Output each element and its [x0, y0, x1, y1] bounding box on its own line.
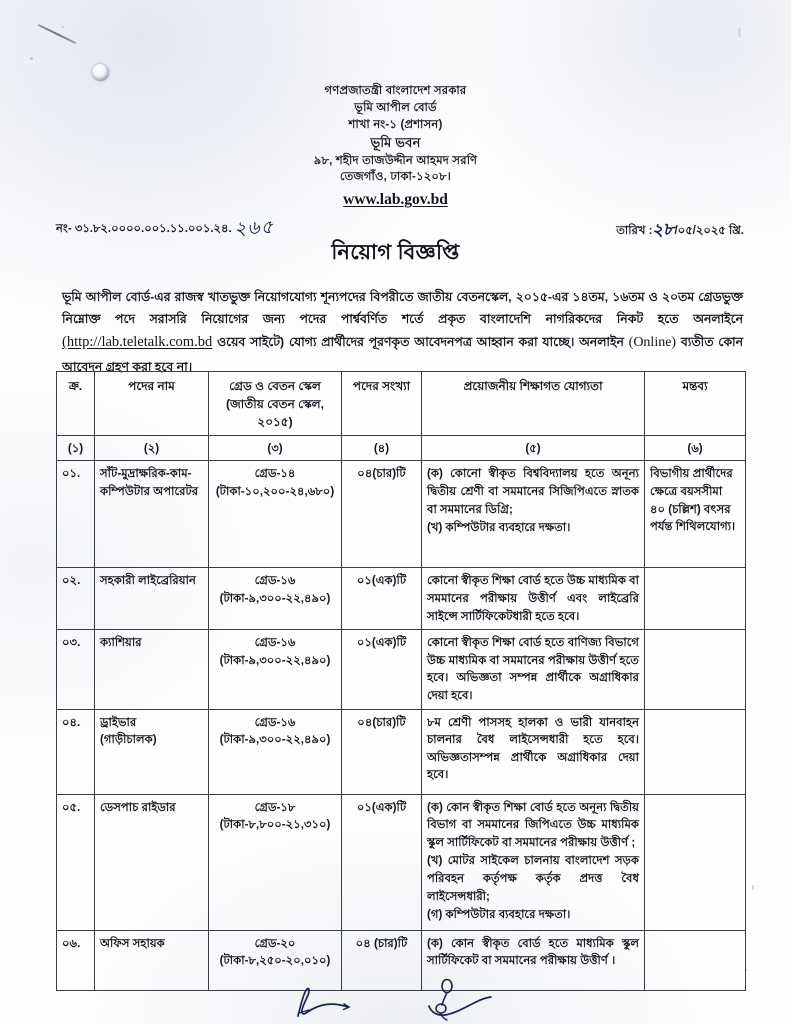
colnum-1: (১) — [57, 435, 95, 461]
cell-remarks — [645, 794, 746, 930]
th-grade-line-3: ২০১৫) — [257, 415, 293, 430]
punch-hole-artifact — [92, 64, 109, 81]
th-serial: ক্র. — [57, 372, 95, 436]
letterhead-line-branch: শাখা নং-১ (প্রশাসন) — [348, 118, 443, 131]
cell-post-name: ডেসপাচ রাইডার — [95, 794, 209, 930]
cell-vacancies: ০৪(চার)টি — [342, 461, 422, 568]
cell-vacancies: ০১(এক)টি — [342, 568, 422, 630]
cell-grade: গ্রেড-১৪ — [254, 467, 296, 481]
cell-post-name: সহকারী লাইব্রেরিয়ান — [95, 568, 209, 630]
cell-serial: ০১. — [57, 461, 95, 568]
cell-qualifications — [422, 630, 645, 709]
letterhead-line-city: তেজগাঁও, ঢাকা-১২০৮। — [339, 171, 452, 184]
letterhead-line-board: ভূমি আপীল বোর্ড — [354, 101, 437, 114]
cell-remarks: বিভাগীয় প্রার্থীদের ক্ষেত্রে বয়সসীমা ৪০ (চল্লিশ) বৎসর পর্যন্ত শিথিলযোগ্য। — [645, 461, 746, 568]
cell-post-name: সাঁট-মুদ্রাক্ষরিক-কাম-কম্পিউটার অপারেটর — [95, 461, 209, 568]
table-row — [57, 568, 746, 630]
cell-qualifications — [422, 568, 645, 630]
cell-grade-pay — [209, 630, 342, 709]
th-grade-line-2: (জাতীয় বেতন স্কেল, — [226, 397, 324, 412]
cell-post-name: অফিস সহায়ক — [95, 930, 209, 990]
cell-vacancies: ০১(এক)টি — [342, 794, 422, 930]
qualification-item: (ক) কোন স্বীকৃত শিক্ষা বোর্ড হতে অনূন্য দ্বিতীয় বিভাগ বা সমমানের জিপিএতে উচ্চ মাধ্যমিক স্কুল সার্টিফিকেট বা সমমানের পরীক্ষায় উত্তীর্ণ ; — [427, 800, 639, 849]
table-header-row — [57, 372, 746, 436]
qualification-item: (খ) কম্পিউটার ব্যবহারে দক্ষতা। — [427, 521, 571, 535]
application-url[interactable]: (http://lab.teletalk.com.bd — [62, 334, 213, 351]
cell-qualifications — [422, 794, 645, 930]
cell-pay-scale: (টাকা-৯,৩০০-২২,৪৯০) — [219, 653, 331, 667]
signature-left — [288, 986, 352, 1020]
cell-vacancies: ০১(এক)টি — [342, 630, 422, 709]
cell-pay-scale: (টাকা-৯,৩০০-২২,৪৯০) — [219, 733, 331, 747]
th-qualifications: প্রয়োজনীয় শিক্ষাগত যোগ্যতা — [422, 372, 645, 436]
table-row — [57, 930, 746, 990]
qualification-item: কোনো স্বীকৃত শিক্ষা বোর্ড হতে উচ্চ মাধ্যমিক বা সমমানের পরীক্ষায় উত্তীর্ণ এবং লাইব্রেরি সাইন্সে সার্টিফিকেটধারী হতে হবে। — [427, 574, 639, 623]
dust-speck — [62, 26, 64, 28]
page-title: নিয়োগ বিজ্ঞপ্তি — [331, 241, 460, 264]
cell-vacancies: ০৪ (চার)টি — [342, 930, 422, 990]
cell-post-name: ক্যাশিয়ার — [95, 630, 209, 709]
vacancy-table — [56, 371, 746, 991]
cell-qualifications — [422, 709, 645, 794]
dust-speck — [30, 57, 33, 60]
cell-grade: গ্রেড-১৮ — [254, 800, 296, 814]
cell-serial: ০২. — [57, 568, 95, 630]
cell-grade: গ্রেড-১৬ — [254, 574, 296, 588]
cell-pay-scale: (টাকা-৮,৮০০-২১,৩১০) — [219, 818, 331, 832]
cell-vacancies: ০৪(চার)টি — [342, 709, 422, 794]
intro-part-1: ভূমি আপীল বোর্ড-এর রাজস্ব খাতভুক্ত নিয়োগযোগ্য শূন্যপদের বিপরীতে জাতীয় বেতনস্কেল, ২০১৫-এর ১৪তম, ১৬তম ও ২০তম গ্রেডভুক্ত নিম্নোক্ত পদে সরাসরি নিয়োগের জন্য পদের পার্শ্ববর্ণিত শর্তে প্রকৃত বাংলাদেশি নাগরিকদের নিকট হতে অনলাইনে — [62, 290, 743, 327]
cell-remarks — [645, 568, 746, 630]
memo-date-rest: /০৫/২০২৫ খ্রি. — [674, 225, 744, 237]
table-row — [57, 630, 746, 709]
cell-grade: গ্রেড-১৬ — [254, 715, 296, 729]
cell-post-name-line-2: (গাড়ীচালক) — [100, 733, 157, 747]
cell-serial: ০৬. — [57, 930, 95, 990]
cell-grade-pay — [209, 794, 342, 930]
letterhead — [0, 84, 791, 211]
cell-pay-scale: (টাকা-৯,৩০০-২২,৪৯০) — [219, 591, 331, 605]
colnum-4: (৪) — [342, 435, 422, 461]
colnum-2: (২) — [95, 435, 209, 461]
qualification-item: (ক) কোন স্বীকৃত বোর্ড হতে মাধ্যমিক স্কুল সার্টিফিকেট বা সমমানের পরীক্ষায় উত্তীর্ণ । — [427, 936, 639, 968]
cell-serial: ০৫. — [57, 794, 95, 930]
qualification-item: ৮ম শ্রেণী পাসসহ হালকা ও ভারী যানবাহন চালনার বৈধ লাইসেন্সধারী হতে হবে। অভিজ্ঞতাসম্পন্ন প্রার্থীকে অগ্রাধিকার দেয়া হবে। — [427, 715, 639, 782]
th-remarks: মন্তব্য — [645, 372, 746, 436]
cell-post-name — [95, 709, 209, 794]
cell-remarks — [645, 630, 746, 709]
memo-reference-handwritten: ২৬৫ — [233, 217, 275, 240]
dust-speck — [752, 885, 754, 890]
colnum-3: (৩) — [209, 435, 342, 461]
memo-date-label: তারিখ : — [616, 225, 653, 237]
table-column-number-row — [57, 435, 746, 461]
cell-grade-pay — [209, 568, 342, 630]
cell-grade: গ্রেড-২০ — [254, 936, 296, 950]
cell-grade-pay — [209, 930, 342, 990]
th-grade-line-1: গ্রেড ও বেতন স্কেল — [229, 379, 321, 393]
colnum-6: (৬) — [645, 435, 746, 461]
intro-paragraph — [62, 286, 743, 378]
intro-part-3: ব্যতীত কোন আবেদন গ্রহণ করা হবে না। — [62, 335, 743, 375]
cell-pay-scale: (টাকা-১০,২০০-২৪,৬৮০) — [215, 484, 335, 498]
memo-date-handwritten-day: ২৮ — [651, 219, 675, 240]
cell-serial: ০৩. — [57, 630, 95, 709]
qualification-item: (গ) কম্পিউটার ব্যবহারে দক্ষতা। — [427, 908, 571, 922]
dust-speck — [738, 28, 741, 37]
table-row — [57, 461, 746, 568]
cell-grade: গ্রেড-১৬ — [254, 636, 296, 650]
website-link[interactable]: www.lab.gov.bd — [343, 191, 448, 209]
letterhead-line-government: গণপ্রজাতন্ত্রী বাংলাদেশ সরকার — [324, 85, 467, 97]
th-post-name: পদের নাম — [95, 372, 209, 436]
cell-remarks — [645, 709, 746, 794]
cell-qualifications — [422, 930, 645, 990]
cell-qualifications — [422, 461, 645, 568]
qualification-item: (ক) কোনো স্বীকৃত বিশ্ববিদ্যালয় হতে অনূন্য দ্বিতীয় শ্রেণী বা সমমানের সিজিপিএতে স্নাতক বা সমমানের ডিগ্রি; — [427, 467, 639, 516]
th-vacancies: পদের সংখ্যা — [342, 372, 422, 436]
table-row — [57, 709, 746, 794]
colnum-5: (৫) — [422, 435, 645, 461]
memo-reference-label: নং- ৩১.৮২.০০০০.০০১.১১.০০১.২৪. — [56, 223, 232, 235]
intro-online-word: (Online) — [628, 335, 677, 351]
qualification-item: কোনো স্বীকৃত শিক্ষা বোর্ড হতে বাণিজ্য বিভাগে উচ্চ মাধ্যমিক বা সমমানের পরীক্ষায় উত্তীর্ণ হতে হবে। অভিজ্ঞতা সম্পন্ন প্রার্থীকে অগ্রাধিকার দেয়া হবে। — [427, 636, 639, 702]
letterhead-line-building: ভূমি ভবন — [370, 135, 421, 151]
letterhead-line-street: ৯৮, শহীদ তাজউদ্দীন আহমদ সরণি — [313, 154, 478, 167]
th-grade-pay-scale — [209, 372, 342, 436]
cell-serial: ০৪. — [57, 709, 95, 794]
cell-post-name-line-1: ড্রাইভার — [100, 715, 137, 729]
staple-mark-artifact — [38, 24, 77, 44]
cell-remarks — [645, 930, 746, 990]
cell-grade-pay — [209, 461, 342, 568]
qualification-item: (খ) মোটর সাইকেল চালনায় বাংলাদেশ সড়ক পরিবহন কর্তৃপক্ষ কর্তৃক প্রদত্ত বৈধ লাইসেন্সধারী; — [427, 854, 639, 903]
table-row — [57, 794, 746, 930]
intro-part-2: ওয়েব সাইটে) যোগ্য প্রার্থীদের পূরণকৃত আবেদনপত্র আহ্বান করা যাচ্ছে। অনলাইন — [212, 335, 629, 350]
cell-pay-scale: (টাকা-৮,২৫০-২০,০১০) — [219, 954, 331, 968]
cell-grade-pay — [209, 709, 342, 794]
